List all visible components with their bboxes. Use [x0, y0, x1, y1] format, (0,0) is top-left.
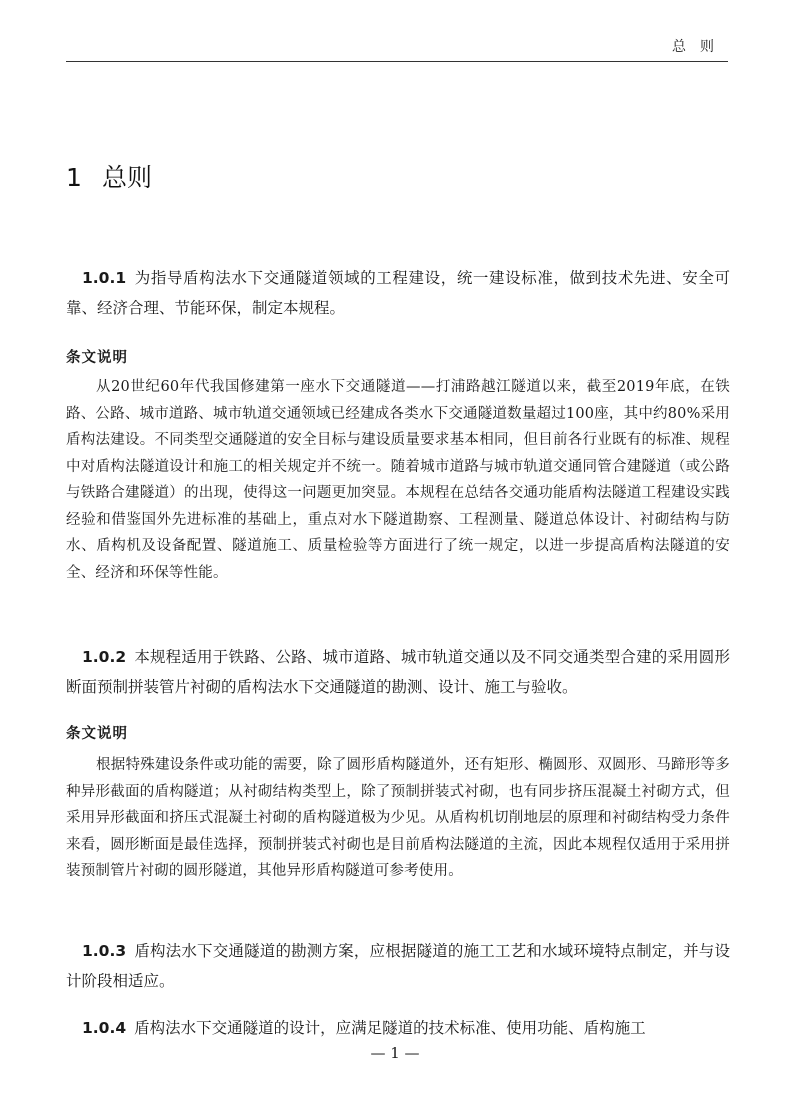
clause-number: 1.0.4: [82, 1019, 127, 1037]
clause-text: 盾构法水下交通隧道的设计，应满足隧道的技术标准、使用功能、盾构施工: [134, 1019, 646, 1037]
page-number: — 1 —: [370, 1044, 420, 1062]
clause-number: 1.0.2: [82, 648, 127, 666]
clause-note-text: 根据特殊建设条件或功能的需要，除了圆形盾构隧道外，还有矩形、椭圆形、双圆形、马蹄形等多种异形截面的盾构隧道；从衬砌结构类型上，除了预制拼装式衬砌，也有同步挤压混凝土衬砌方式，但采用异形截面和挤压式混凝土衬砌的盾构隧道极为少见。从盾构机切削地层的原理和衬砌结构受力条件来看，圆形断面是最佳选择，预制拼装式衬砌也是目前盾构法隧道的主流，因此本规程仅适用于采用拼装预制管片衬砌的圆形隧道，其他异形盾构隧道可参考使用。: [66, 757, 730, 879]
clause-note-text: 从20世纪60年代我国修建第一座水下交通隧道——打浦路越江隧道以来，截至2019年底，在铁路、公路、城市道路、城市轨道交通领域已经建成各类水下交通隧道数量超过100座，其中约80%采用盾构法建设。不同类型交通隧道的安全目标与建设质量要求基本相同，但目前各行业既有的标准、规程中对盾构法隧道设计和施工的相关规定并不统一。随着城市道路与城市轨道交通同管合建隧道（或公路与铁路合建隧道）的出现，使得这一问题更加突显。本规程在总结各交通功能盾构法隧道工程建设实践经验和借鉴国外先进标准的基础上，重点对水下隧道勘察、工程测量、隧道总体设计、衬砌结构与防水、盾构机及设备配置、隧道施工、质量检验等方面进行了统一规定，以进一步提高盾构法隧道的安全、经济和环保等性能。: [66, 379, 730, 581]
clause-text: 盾构法水下交通隧道的勘测方案，应根据隧道的施工工艺和水域环境特点制定，并与设计阶段相适应。: [66, 942, 730, 990]
clause-number: 1.0.3: [82, 942, 127, 960]
clause-1-0-2: [66, 642, 730, 702]
clause-text: 为指导盾构法水下交通隧道领域的工程建设，统一建设标准，做到技术先进、安全可靠、经济合理、节能环保，制定本规程。: [66, 269, 730, 317]
clause-1-0-4: [66, 1013, 730, 1043]
chapter-number: 1: [66, 163, 82, 192]
clause-note-label: 条文说明: [66, 349, 128, 366]
clause-number: 1.0.1: [82, 269, 127, 287]
clause-note-label: 条文说明: [66, 725, 128, 742]
chapter-title: [66, 158, 152, 194]
clause-1-0-1: [66, 263, 730, 323]
running-header: 总则: [672, 39, 728, 55]
chapter-title-text: 总则: [102, 163, 153, 192]
header-rule: [66, 61, 728, 62]
clause-text: 本规程适用于铁路、公路、城市道路、城市轨道交通以及不同交通类型合建的采用圆形断面预制拼装管片衬砌的盾构法水下交通隧道的勘测、设计、施工与验收。: [66, 648, 730, 696]
clause-1-0-3: [66, 936, 730, 996]
